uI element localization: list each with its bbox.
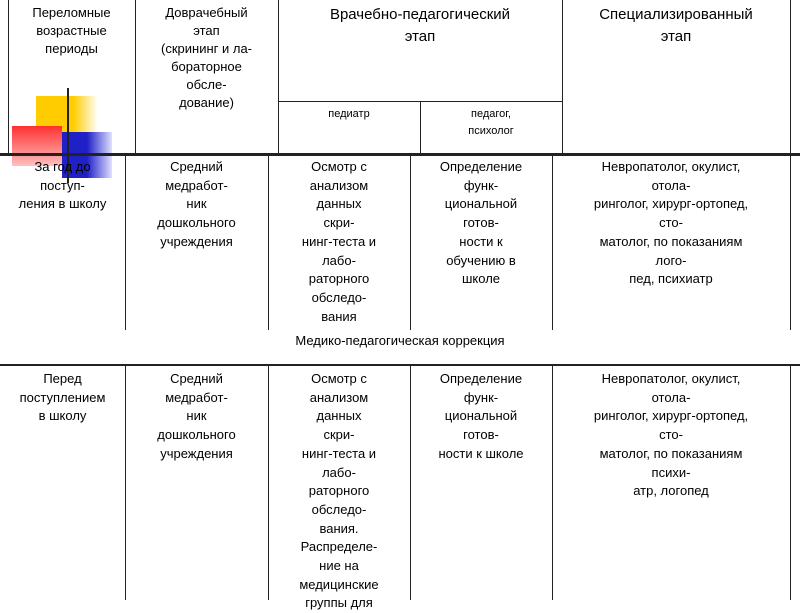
row2-period: Перед поступлением в школу (19, 371, 106, 424)
row2-pediatrician: Осмотр с анализом данных скри- нинг-теста и лабо- раторного обследо- вания. Распределе- ние на медицинские группы для (299, 371, 379, 611)
header-prephysician: Доврачебный этап (скрининг и ла- бораторное обсле- дование) (161, 5, 252, 110)
row2-specialists: Невропатолог, окулист, отола- ринголог, хирург-ортопед, сто- матолог, по показаниям психи- атр, логопед (593, 371, 749, 499)
header-physician-pedagogical: Врачебно-педагогический этап (329, 6, 511, 45)
grid-line (278, 101, 563, 102)
header-specialized: Специализированный этап (599, 6, 753, 45)
grid-line (790, 366, 791, 600)
grid-line (790, 0, 791, 155)
header-pedagogue-psychologist: педагог, психолог (468, 108, 514, 137)
row1-prephysician: Средний медработ- ник дошкольного учреждения (157, 159, 236, 249)
correction-row: Медико-педагогическая коррекция (295, 333, 505, 348)
header-pediatrician: педиатр (328, 108, 370, 120)
grid-line (0, 364, 800, 366)
row1-pediatrician: Осмотр с анализом данных скри- нинг-теста и лабо- раторного обследо- вания (301, 159, 377, 324)
row1-period: За год до поступ- ления в школу (18, 159, 107, 212)
row1-psychologist: Определение функ- циональной готов- ности к обучению в школе (439, 159, 523, 287)
row1-specialists: Невропатолог, окулист, отола- ринголог, хирург-ортопед, сто- матолог, по показаниям лого- пед, психиатр (593, 159, 749, 287)
grid-line (790, 156, 791, 330)
row2-psychologist: Определение функ- циональной готов- ности к школе (438, 371, 524, 461)
row2-prephysician: Средний медработ- ник дошкольного учреждения (157, 371, 236, 461)
header-periods: Переломные возрастные периоды (32, 5, 111, 56)
grid-line (0, 153, 800, 156)
